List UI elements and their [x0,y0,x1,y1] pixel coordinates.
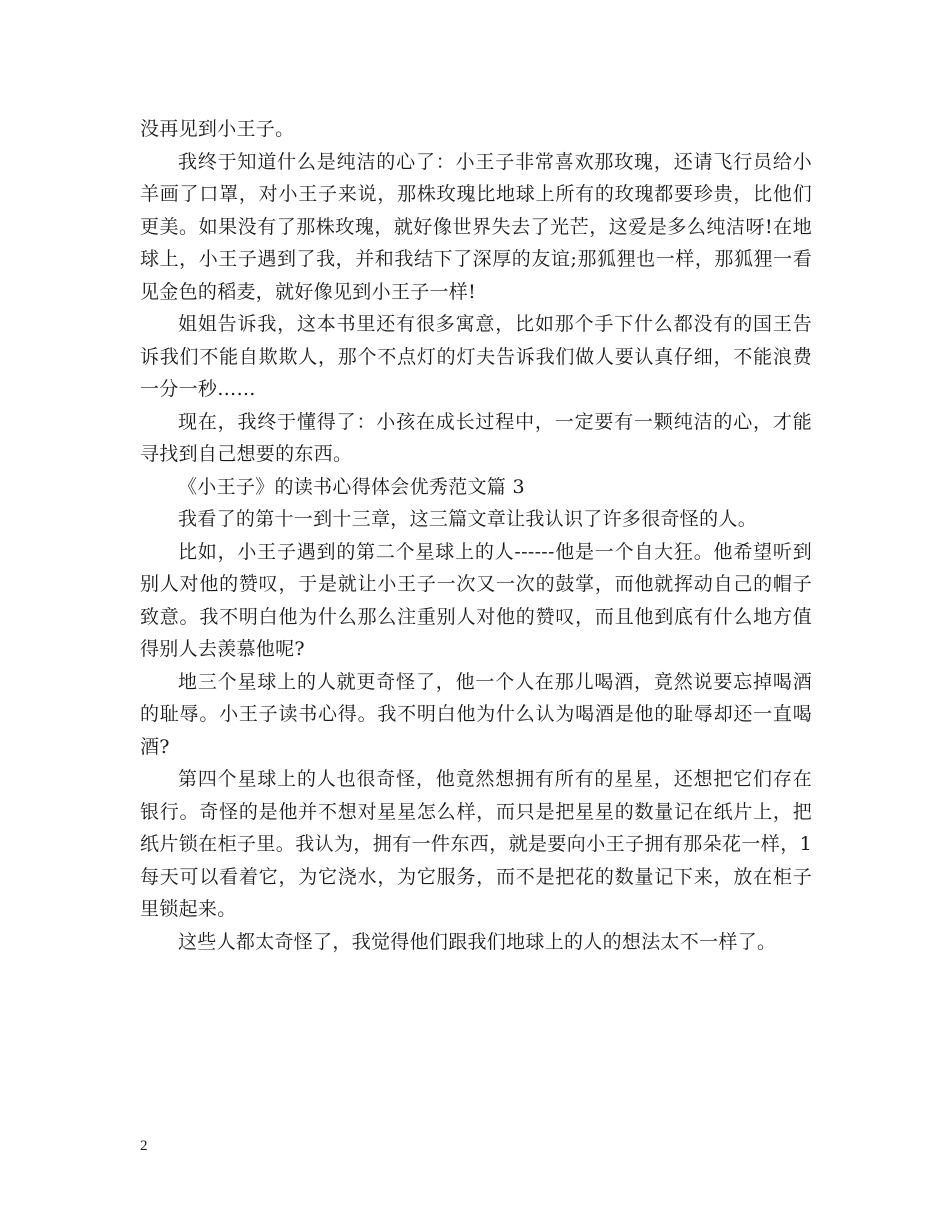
paragraph: 没再见到小王子。 [140,118,295,140]
paragraph: 现在，我终于懂得了：小孩在成长过程中，一定要有一颗纯洁的心，才能寻找到自己想要的东西。 [140,410,812,465]
paragraph: 我看了的第十一到十三章，这三篇文章让我认识了许多很奇怪的人。 [178,508,758,530]
paragraph: 比如，小王子遇到的第二个星球上的人------他是一个自大狂。他希望听到别人对他的赞叹，于是就让小王子一次又一次的鼓掌，而他就挥动自己的帽子致意。我不明白他为什么那么注重别人对他的赞叹，而且他到底有什么地方值得别人去羡慕他呢? [140,540,812,660]
paragraph: 我终于知道什么是纯洁的心了：小王子非常喜欢那玫瑰，还请飞行员给小羊画了口罩，对小王子来说，那株玫瑰比地球上所有的玫瑰都要珍贵，比他们更美。如果没有了那株玫瑰，就好像世界失去了光芒，这爱是多么纯洁呀!在地球上，小王子遇到了我，并和我结下了深厚的友谊;那狐狸也一样，那狐狸一看见金色的稻麦，就好像见到小王子一样! [140,150,812,303]
paragraph: 姐姐告诉我，这本书里还有很多寓意，比如那个手下什么都没有的国王告诉我们不能自欺欺人，那个不点灯的灯夫告诉我们做人要认真仔细，不能浪费一分一秒…… [140,313,812,400]
document-body [140,113,812,958]
paragraph: 这些人都太奇怪了，我觉得他们跟我们地球上的人的想法太不一样了。 [178,930,777,953]
paragraph: 第四个星球上的人也很奇怪，他竟然想拥有所有的星星，还想把它们存在银行。奇怪的是他并不想对星星怎么样，而只是把星星的数量记在纸片上，把纸片锁在柜子里。我认为，拥有一件东西，就是要向小王子拥有那朵花一样，1 每天可以看着它，为它浇水，为它服务，而不是把花的数量记下来，放在柜子里锁起来。 [140,768,812,920]
paragraph: 地三个星球上的人就更奇怪了，他一个人在那儿喝酒，竟然说要忘掉喝酒的耻辱。小王子读书心得。我不明白他为什么认为喝酒是他的耻辱却还一直喝酒? [140,670,812,758]
section-heading: 《小王子》的读书心得体会优秀范文篇 3 [178,475,525,498]
page-number: 2 [140,1138,148,1154]
